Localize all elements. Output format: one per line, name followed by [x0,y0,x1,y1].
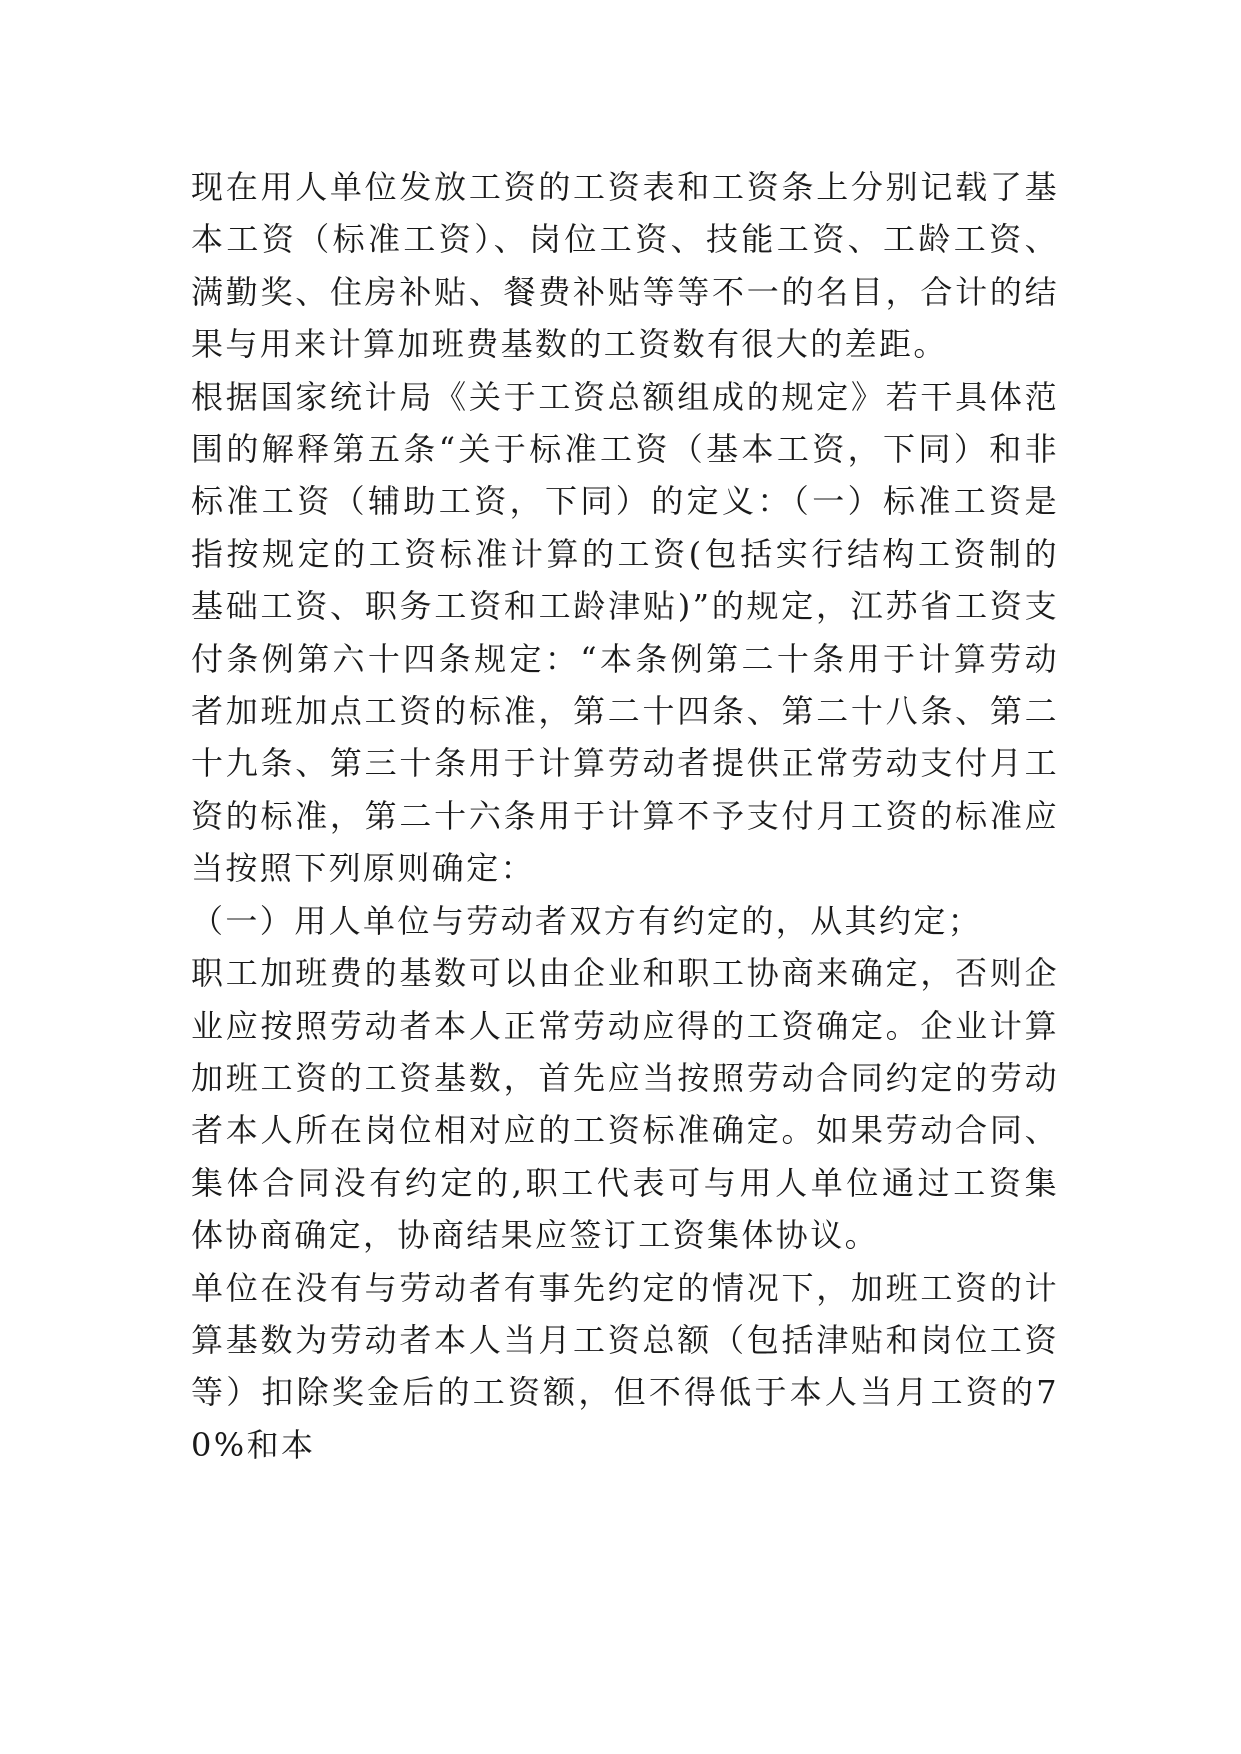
paragraph-1: 现在用人单位发放工资的工资表和工资条上分别记载了基本工资（标准工资）、岗位工资、技能工资、工龄工资、满勤奖、住房补贴、餐费补贴等等不一的名目，合计的结果与用来计算加班费基数的工资数有很大的差距。 [191,168,1059,364]
paragraph-3: （一）用人单位与劳动者双方有约定的，从其约定； [191,901,983,940]
document-body [191,161,1059,1471]
paragraph-5: 单位在没有与劳动者有事先约定的情况下，加班工资的计算基数为劳动者本人当月工资总额（包括津贴和岗位工资等）扣除奖金后的工资额，但不得低于本人当月工资的70%和本 [191,1268,1059,1464]
paragraph-2: 根据国家统计局《关于工资总额组成的规定》若干具体范围的解释第五条“关于标准工资（基本工资，下同）和非标准工资（辅助工资，下同）的定义：（一）标准工资是指按规定的工资标准计算的工资(包括实行结构工资制的基础工资、职务工资和工龄津贴)”的规定，江苏省工资支付条例第六十四条规定：“本条例第二十条用于计算劳动者加班加点工资的标准，第二十四条、第二十八条、第二十九条、第三十条用于计算劳动者提供正常劳动支付月工资的标准，第二十六条用于计算不予支付月工资的标准应当按照下列原则确定： [191,377,1059,888]
paragraph-4: 职工加班费的基数可以由企业和职工协商来确定，否则企业应按照劳动者本人正常劳动应得的工资确定。企业计算加班工资的工资基数，首先应当按照劳动合同约定的劳动者本人所在岗位相对应的工资标准确定。如果劳动合同、集体合同没有约定的,职工代表可与用人单位通过工资集体协商确定，协商结果应签订工资集体协议。 [191,954,1059,1255]
